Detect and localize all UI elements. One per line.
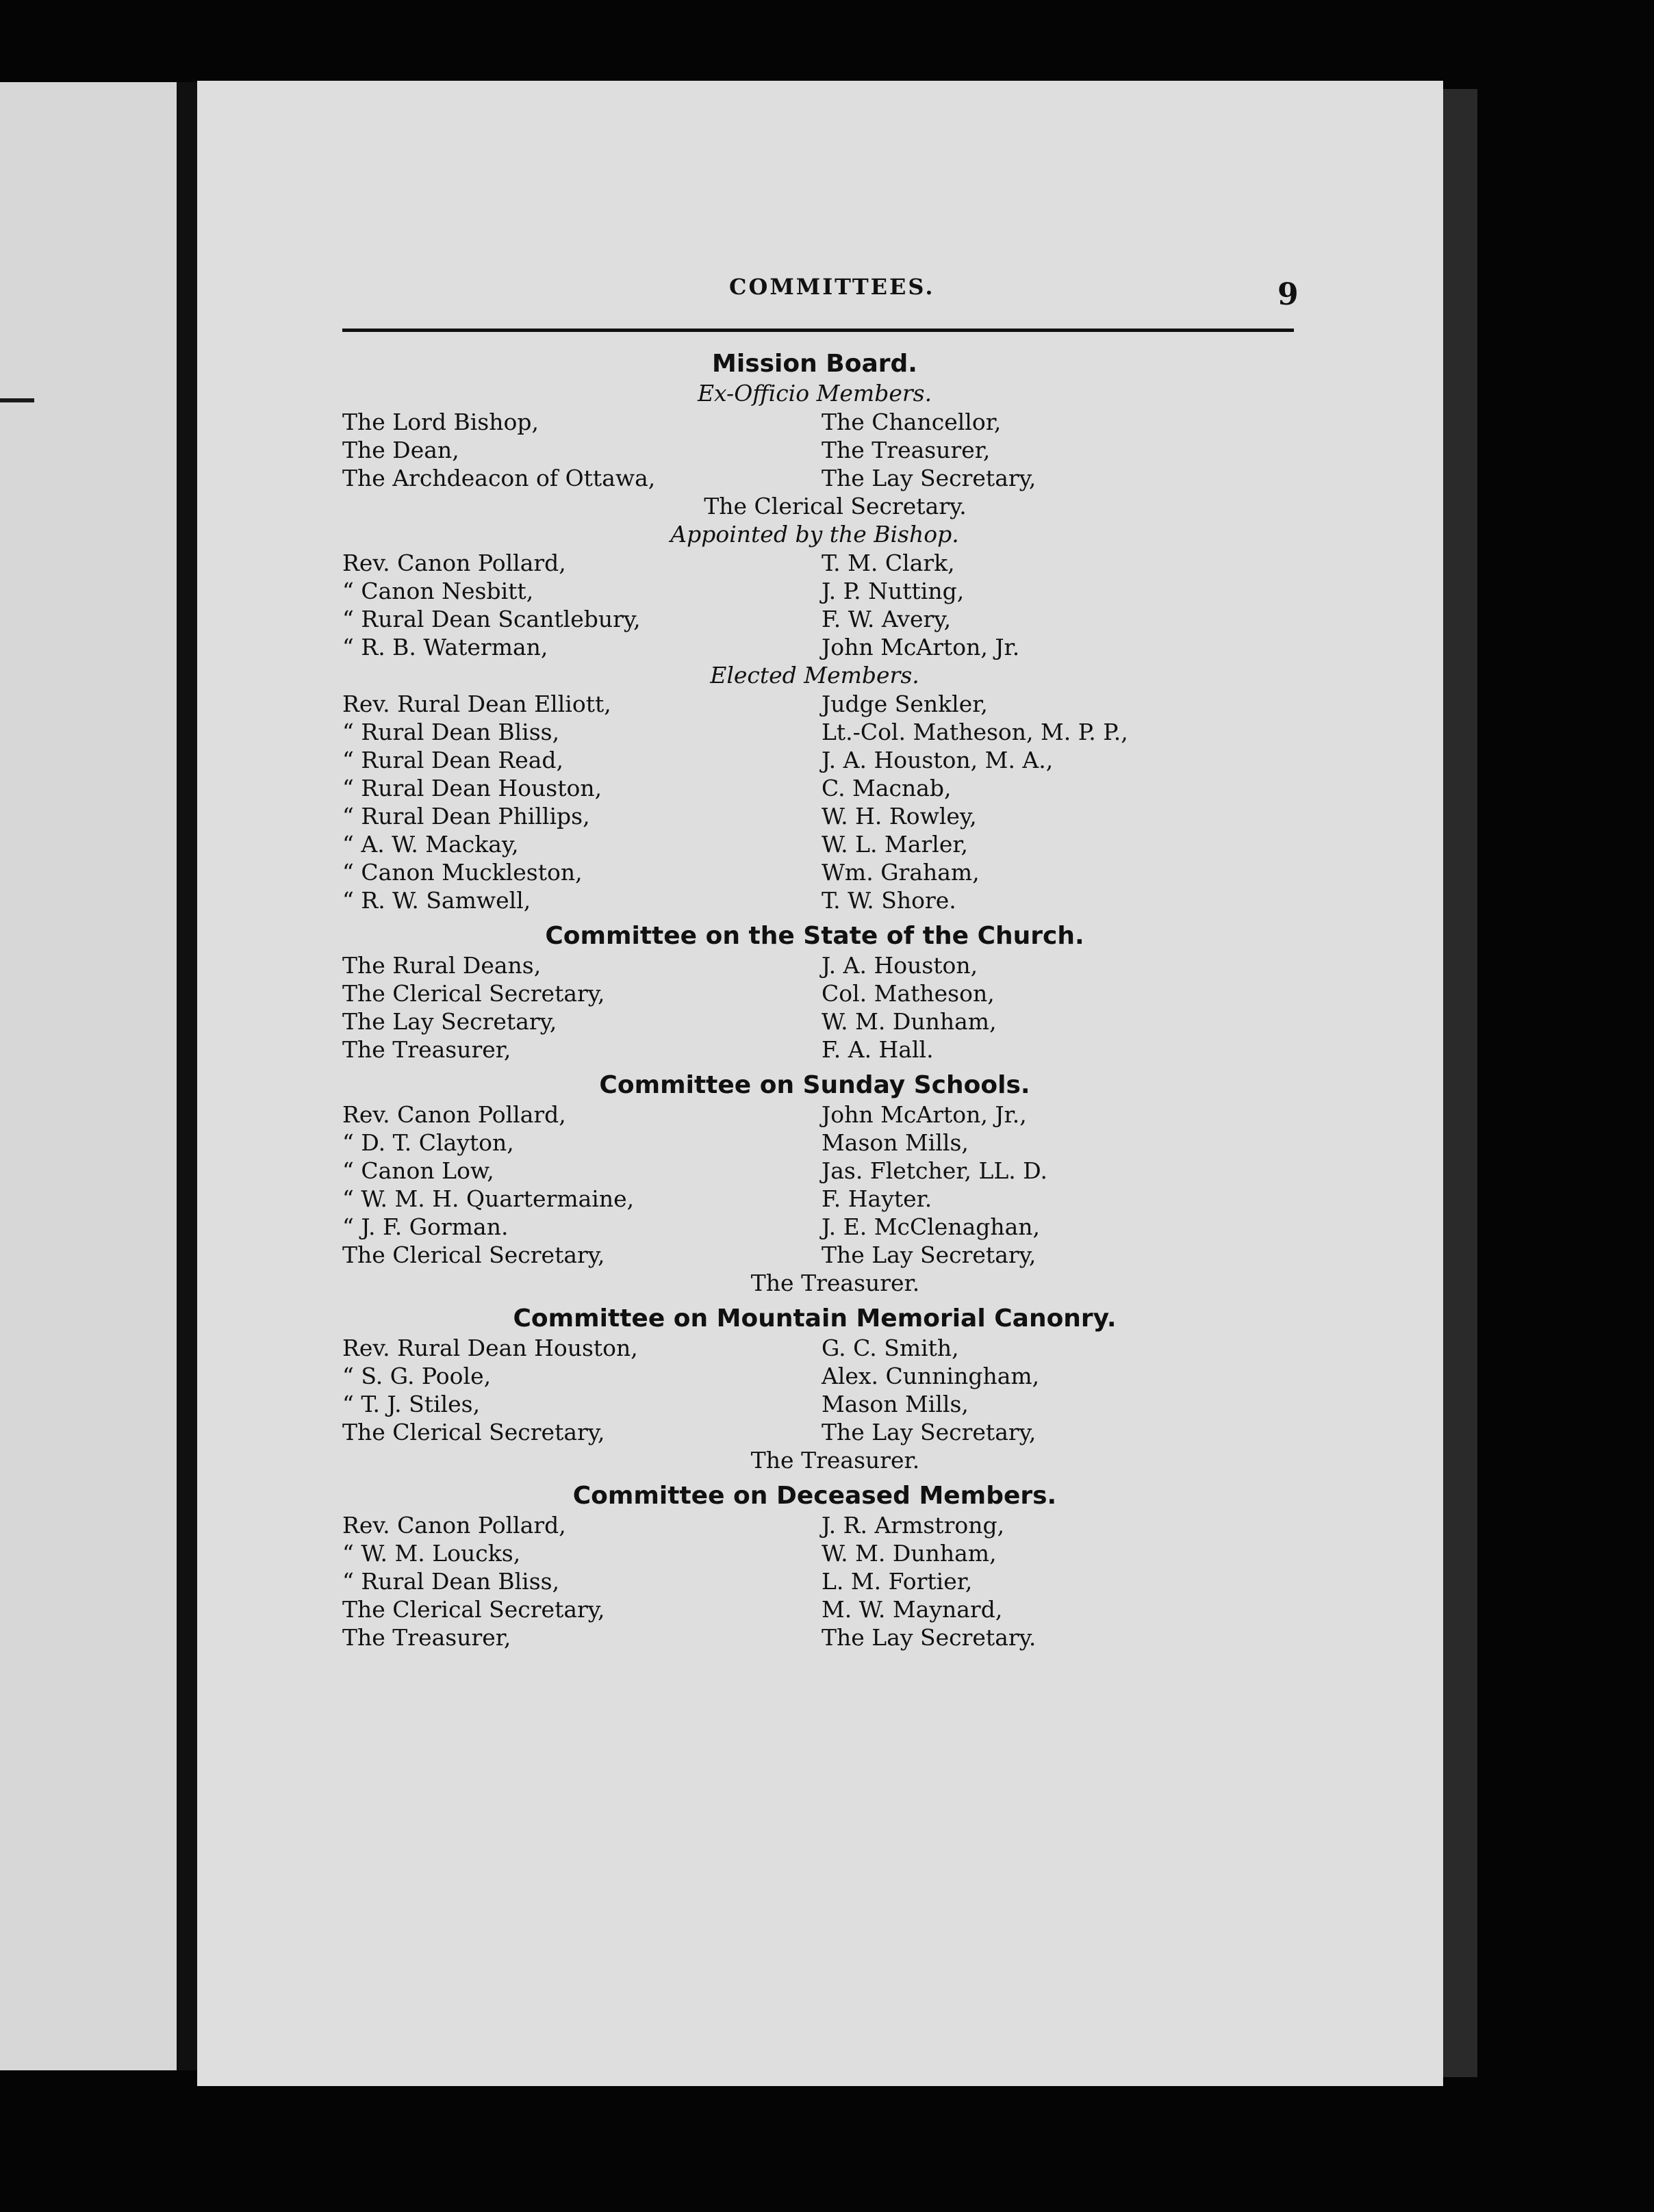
member-left: “ Canon Nesbitt, xyxy=(342,578,534,604)
member-row xyxy=(335,802,1294,830)
section-title: Committee on Deceased Members. xyxy=(572,1482,1057,1510)
member-left: The Lord Bishop, xyxy=(342,409,539,435)
member-row xyxy=(335,1101,1294,1129)
member-row xyxy=(335,1213,1294,1241)
member-right: The Lay Secretary. xyxy=(822,1624,1036,1651)
member-right: Alex. Cunningham, xyxy=(822,1363,1040,1389)
member-right: Mason Mills, xyxy=(822,1129,969,1156)
member-left: “ D. T. Clayton, xyxy=(342,1129,514,1156)
member-left: Rev. Canon Pollard, xyxy=(342,1512,566,1539)
member-left: The Archdeacon of Ottawa, xyxy=(342,465,656,491)
member-right: Judge Senkler, xyxy=(822,691,988,717)
member-row xyxy=(335,979,1294,1007)
member-left: The Clerical Secretary, xyxy=(342,1242,605,1268)
group-subtitle: Appointed by the Bishop. xyxy=(670,521,959,548)
member-right: J. A. Houston, M. A., xyxy=(822,747,1054,773)
member-left: “ W. M. H. Quartermaine, xyxy=(342,1185,635,1212)
member-centered: The Treasurer. xyxy=(750,1270,920,1296)
member-row xyxy=(335,1007,1294,1036)
group-subtitle: Elected Members. xyxy=(710,662,919,689)
member-left: “ Rural Dean Bliss, xyxy=(342,719,560,745)
member-right: J. R. Armstrong, xyxy=(822,1512,1005,1539)
member-row xyxy=(335,1185,1294,1213)
member-row xyxy=(335,1129,1294,1157)
member-right: The Chancellor, xyxy=(822,409,1002,435)
member-right: John McArton, Jr. xyxy=(822,634,1020,660)
header-rule xyxy=(342,329,1294,332)
member-left: Rev. Rural Dean Houston, xyxy=(342,1335,638,1361)
member-right: J. P. Nutting, xyxy=(822,578,965,604)
member-row xyxy=(335,886,1294,914)
member-right: W. L. Marler, xyxy=(822,831,968,858)
section-title: Committee on the State of the Church. xyxy=(545,922,1084,950)
member-left: “ Rural Dean Scantlebury, xyxy=(342,606,641,632)
member-row xyxy=(335,774,1294,802)
member-left: The Clerical Secretary, xyxy=(342,1419,605,1445)
member-right: F. Hayter. xyxy=(822,1185,932,1212)
member-right: Wm. Graham, xyxy=(822,859,980,886)
member-left: “ Rural Dean Bliss, xyxy=(342,1568,560,1595)
member-right: Col. Matheson, xyxy=(822,980,995,1007)
member-left: “ Rural Dean Phillips, xyxy=(342,803,590,830)
member-right: Jas. Fletcher, LL. D. xyxy=(822,1157,1048,1184)
member-row xyxy=(335,436,1294,464)
member-row xyxy=(335,1623,1294,1651)
member-row xyxy=(335,549,1294,577)
member-left: “ T. J. Stiles, xyxy=(342,1391,481,1417)
member-row xyxy=(335,577,1294,605)
left-page-edge xyxy=(0,82,177,2070)
member-left: The Treasurer, xyxy=(342,1624,511,1651)
member-left: “ W. M. Loucks, xyxy=(342,1540,521,1567)
member-row xyxy=(335,1362,1294,1390)
member-row xyxy=(335,858,1294,886)
member-right: L. M. Fortier, xyxy=(822,1568,973,1595)
member-left: The Clerical Secretary, xyxy=(342,1596,605,1623)
member-row xyxy=(335,746,1294,774)
member-right: The Lay Secretary, xyxy=(822,1242,1036,1268)
member-row xyxy=(335,830,1294,858)
member-right: F. W. Avery, xyxy=(822,606,952,632)
section-title: Committee on Mountain Memorial Canonry. xyxy=(513,1304,1117,1333)
member-row xyxy=(335,1567,1294,1595)
member-row xyxy=(335,464,1294,492)
member-right: The Lay Secretary, xyxy=(822,1419,1036,1445)
section-title: Mission Board. xyxy=(712,350,917,378)
right-page-edge xyxy=(1443,89,1477,2077)
member-right: C. Macnab, xyxy=(822,775,952,801)
member-row xyxy=(335,1539,1294,1567)
member-left: “ Rural Dean Houston, xyxy=(342,775,602,801)
left-page-rule xyxy=(0,398,34,402)
member-right: J. E. McClenaghan, xyxy=(822,1213,1041,1240)
member-left: Rev. Rural Dean Elliott, xyxy=(342,691,611,717)
member-right: W. H. Rowley, xyxy=(822,803,977,830)
member-right: W. M. Dunham, xyxy=(822,1540,997,1567)
member-left: The Rural Deans, xyxy=(342,952,542,979)
member-right: T. M. Clark, xyxy=(822,550,955,576)
member-left: The Clerical Secretary, xyxy=(342,980,605,1007)
member-left: “ R. B. Waterman, xyxy=(342,634,548,660)
member-right: M. W. Maynard, xyxy=(822,1596,1003,1623)
member-right: W. M. Dunham, xyxy=(822,1008,997,1035)
member-row xyxy=(335,1334,1294,1362)
member-row xyxy=(335,605,1294,633)
member-row xyxy=(335,1036,1294,1064)
member-row xyxy=(335,1157,1294,1185)
member-row xyxy=(335,951,1294,979)
member-row xyxy=(335,690,1294,718)
section-title: Committee on Sunday Schools. xyxy=(599,1071,1030,1099)
member-row xyxy=(335,1511,1294,1539)
member-centered: The Clerical Secretary. xyxy=(704,493,967,519)
member-right: John McArton, Jr., xyxy=(822,1101,1027,1128)
running-header: COMMITTEES. xyxy=(729,274,935,300)
member-row xyxy=(335,1595,1294,1623)
member-row xyxy=(335,1241,1294,1269)
member-left: Rev. Canon Pollard, xyxy=(342,550,566,576)
member-left: “ S. G. Poole, xyxy=(342,1363,492,1389)
member-row xyxy=(335,633,1294,661)
member-row xyxy=(335,718,1294,746)
group-subtitle: Ex-Officio Members. xyxy=(697,380,932,407)
member-right: T. W. Shore. xyxy=(822,887,956,914)
member-left: “ A. W. Mackay, xyxy=(342,831,519,858)
member-left: “ J. F. Gorman. xyxy=(342,1213,509,1240)
member-left: The Lay Secretary, xyxy=(342,1008,557,1035)
committee-listing xyxy=(335,342,1294,1651)
member-row xyxy=(335,1418,1294,1446)
member-right: Mason Mills, xyxy=(822,1391,969,1417)
member-left: “ Canon Low, xyxy=(342,1157,494,1184)
member-centered: The Treasurer. xyxy=(750,1447,920,1474)
member-left: “ Rural Dean Read, xyxy=(342,747,564,773)
member-right: The Treasurer, xyxy=(822,437,991,463)
member-right: Lt.-Col. Matheson, M. P. P., xyxy=(822,719,1128,745)
member-right: G. C. Smith, xyxy=(822,1335,959,1361)
member-right: J. A. Houston, xyxy=(822,952,978,979)
member-right: The Lay Secretary, xyxy=(822,465,1036,491)
member-left: “ Canon Muckleston, xyxy=(342,859,583,886)
member-right: F. A. Hall. xyxy=(822,1036,934,1063)
page-gutter xyxy=(177,82,197,2070)
member-row xyxy=(335,408,1294,436)
page-number: 9 xyxy=(1277,277,1299,312)
member-row xyxy=(335,1390,1294,1418)
member-left: Rev. Canon Pollard, xyxy=(342,1101,566,1128)
member-left: The Dean, xyxy=(342,437,459,463)
member-left: “ R. W. Samwell, xyxy=(342,887,531,914)
member-left: The Treasurer, xyxy=(342,1036,511,1063)
